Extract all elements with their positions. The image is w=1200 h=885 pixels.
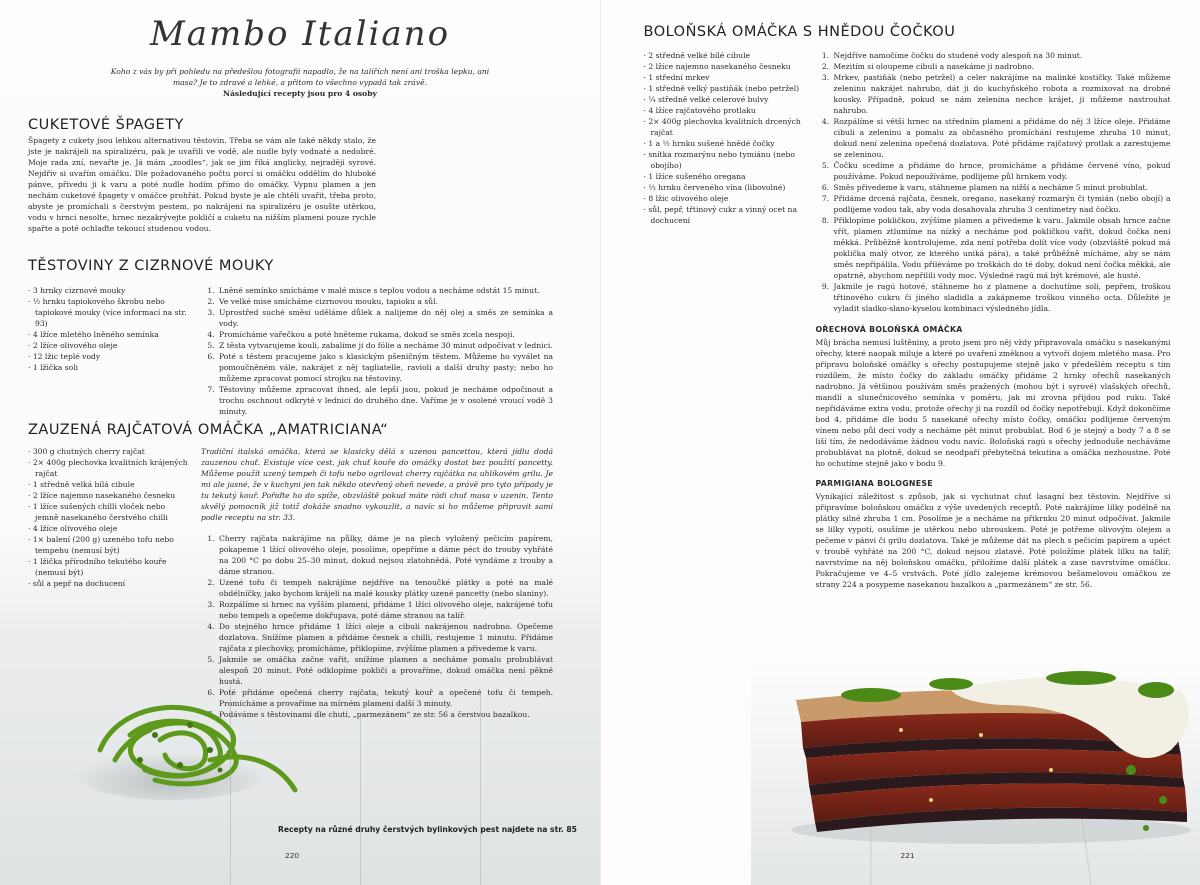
step-item: 6. Směs přivedeme k varu, stáhneme plamen na nižší a necháme 5 minut probublat. (832, 182, 1171, 193)
cuketove-text: Špagety z cukety jsou lehkou alternativou těstovin. Třeba se vám ale také někdy stalo, že jste je nakrájeli na spiralizéru, pak je uvařili ve vodě, ale nudle byly vodnaté a nedobré. Moje rada zní, nevařte je. Já mám „zoodles“, jak se jim říká anglicky, nejraději syrové. Nejdřív si uvařím omáčku. Dle požadovaného počtu porcí si omáčku oddělím do hluboké pánve, přivedu ji k varu a poté nudle hodím přímo do omáčky. Vypnu plamen a jen nechám cuketové špagety v omáčce prohřát. Pokud byste je ale chtěli uvařit, třeba proto, abyste je promíchali s čerstvým pestem, po nakrájení na spiralizéru je osušte utěrkou, vodu v hrnci nesolte, hrnec nezakrývejte pokličí a cuketu na nižším plameni pouze rychle spařte a poté ochlaďte tekoucí studenou vodou. (28, 136, 376, 233)
ingredient-item: · 300 g chutných cherry rajčat (28, 446, 188, 457)
ingredient-item: · 4 lžíce mletého lněného semínka (28, 329, 188, 340)
bolonska-heading: BOLOŇSKÁ OMÁČKA S HNĚDOU ČOČKOU (643, 24, 956, 40)
ingredient-item: · 1× balení (200 g) uzeného tofu nebo tempehu (nemusí být) (28, 534, 188, 556)
step-item: 3. Mrkev, pastiňák (nebo petržel) a celer nakrájíme na malinké kostičky. Také můžeme zeleninu nakrájet nahrubo, dát ji do kuchyňského robota a rozmixovat na drobné kousky. Případně, pokud se nám zelenina nechce krájet, ji můžeme nastrouhat nahrubo. (832, 72, 1171, 116)
ingredient-item: · 2× 400g plechovka kvalitních krájených rajčat (28, 457, 188, 479)
step-item: 3. Rozpálíme si hrnec na vyšším plameni, přidáme 1 lžíci olivového oleje, nakrájené tofu nebo tempeh a opečeme dokřupava, poté dáme stranou na talíř. (217, 599, 553, 621)
step-item: 4. Do stejného hrnce přidáme 1 lžíci oleje a cibuli nakrájenou nadrobno. Opečeme dozlatova. Snížíme plamen a přidáme česnek a chilli, restujeme 1 minutu. Přidáme rajčata z plechovky, promícháme, přiklopíme, zvýšíme plamen a přivedeme k varu. (217, 621, 553, 654)
bolonska-steps (816, 50, 1171, 314)
ingredient-item: · 2 lžíce olivového oleje (28, 340, 188, 351)
testoviny-steps (201, 285, 553, 417)
step-item: 2. Ve velké mise smícháme cizrnovou mouku, tapioku a sůl. (217, 296, 553, 307)
ingredient-item: · snítka rozmarýnu nebo tymiánu (nebo obojího) (644, 149, 804, 171)
amatriciana-intro: Tradiční italská omáčka, která se klasicky dělá s uzenou pancettou, která jídlu dodá zauzenou chuť. Existuje více cest, jak chuť kouře do omáčky dostat bez použití pancetty. Můžeme použít uzený tempeh či tofu nebo ogrilovat cherry rajčátka na uhlíkovém grilu. Je mi ale jasné, že v kuchyni jen tak někdo otevřený oheň nevede, a právě pro tyto případy je tu tekutý kouř. Pořiďte ho do spíže, obzvláště pokud máte rádi chuť masa v uzenin. Tento skvělý pomocník již totiž dokáže snadno vykouzlit, a navíc si ho můžeme připravit sami podle receptu na str. 33. (201, 447, 553, 522)
testoviny-heading: TĚSTOVINY Z CIZRNOVÉ MOUKY (28, 258, 274, 274)
ingredient-item: · 2 středně velké bílé cibule (644, 50, 804, 61)
step-item: 3. Uprostřed suché směsi uděláme důlek a nalijeme do něj olej a směs ze semínka a vody. (217, 307, 553, 329)
cuketove-section (28, 117, 376, 234)
pesto-footnote: Recepty na různé druhy čerstvých bylinkových pest najdete na str. 85 (278, 825, 577, 834)
wood-planks (0, 675, 600, 885)
ingredient-item: · 1 středně velký pastiňák (nebo petržel) (644, 83, 804, 94)
ingredient-item: · sůl, pepř, třtinový cukr a vinný ocet na dochucení (644, 204, 804, 226)
page-number-left: 220 (285, 851, 300, 860)
step-item: 5. Z těsta vytvarujeme kouli, zabalíme ji do fólie a necháme 30 minut odpočívat v lednici. (217, 340, 553, 351)
step-item: 5. Čočku scedíme a přidáme do hrnce, promícháme a přidáme červené víno, pokud používáme. Pokud nepoužíváme, podlijeme půl hrnkem vody. (832, 160, 1171, 182)
step-item: 4. Promícháme vařečkou a poté hněteme rukama, dokud se směs zcela nespojí. (217, 329, 553, 340)
ingredient-item: · 1 střední mrkev (644, 72, 804, 83)
cuketove-heading: CUKETOVÉ ŠPAGETY (28, 117, 184, 133)
bolonska-ingredients (644, 50, 804, 590)
ingredient-item: · ¼ středně velké celerové bulvy (644, 94, 804, 105)
testoviny-section (28, 258, 563, 417)
ingredient-item: · 3 hrnky cizrnové mouky (28, 285, 188, 296)
orechova-heading: OŘECHOVÁ BOLOŇSKÁ OMÁČKA (815, 325, 963, 334)
step-item: 7. Přidáme drcená rajčata, česnek, oregano, nasekaný rozmarýn či tymián (nebo obojí) a podlijeme vodou tak, aby voda dosahovala zhruba 3 centimetry nad čočku. (832, 193, 1171, 215)
parmigiana-photo (751, 660, 1200, 885)
parmigiana-text: Vynikající záležitost s způsob, jak si vychutnat chuť lasagní bez těstovin. Nejdříve si připravíme boloňskou omáčku z výše uvedených receptů. Poté nakrájíme lilky podélně na plátky silné zhruba 1 cm. Posolíme je a necháme na přikrnku 20 minut odpočívat. Jakmile se lilky vypotí, osušíme je utěrkou nebo ubrouskem. Poté je potřeme olivovým olejem a pečeme v pánvi či grilu dozlatova. Také je můžeme dát na plech s pečicím papírem a upéct v troubě vyhřáté na 200 °C, dokud nejsou zlatavé. Poté položíme plátek lilku na talíř, navrstvíme na něj boloňskou omáčku, přiložíme další plátek a zase navrstvíme omáčku. Pokračujeme ve 4–5 vrstvách. Poté jídlo zalejeme krémovou bešamelovou omáčkou ze strany 224 a posypeme nasekanou bazalkou a „parmezánem“ ze str. 56. (815, 492, 1171, 589)
step-item: 6. Poté s těstem pracujeme jako s klasickým pšeničným těstem. Můžeme ho vyválet na pomoučněném vále, nakrájet z něj tagliatelle, ravioli a další druhy pasty; nebo ho můžeme zpracovat pomocí strojku na těstoviny. (217, 351, 553, 384)
intro-italic: Koho z vás by při pohledu na předešlou fotografii napadlo, že na talířích není ani troška lepku, ani masa? Je to zdravé a lehké, a přitom to všechno vypadá tak zrávě. (110, 67, 490, 87)
ingredient-item: · 1 lžička přírodního tekutého kouře (nemusí být) (28, 556, 188, 578)
page-title: Mambo Italiano (149, 14, 451, 54)
ingredient-item: · 8 lžic olivového oleje (644, 193, 804, 204)
ingredient-item: · 1 lžíce sušeného oregana (644, 171, 804, 182)
step-item: 5. Jakmile se omáčka začne vařit, snížíme plamen a necháme pomalu probublávat alespoň 20 minut. Poté odklopíme pokličí a provaříme, dokud omáčka není pěkně hustá. (217, 654, 553, 687)
page-number-right: 221 (900, 851, 915, 860)
ingredient-item: · 2× 400g plechovka kvalitních drcených rajčat (644, 116, 804, 138)
step-item: 2. Uzené tofu či tempeh nakrájíme nejdříve na tenoučké plátky a poté na malé obdélníčky, jako bychom krájeli na malé kousky plátky uzené pancetty (nebo slaniny). (217, 577, 553, 599)
orechova-text: Můj brácha nemusí luštěniny, a proto jsem pro něj vždy připravovala omáčku s nasekanými ořechy, které naopak miluje a které po uvaření změknou a vytvoří dojem mletého masa. Pro přípravu boloňské omáčky s ořechy postupujeme stejně jako v předešlém receptu s tím rozdílem, že místo čočky do základu omáčky přidáme 2 hrnky ořechů nasekaných nadrobno. Já většinou používám směs pražených (mohou být i syrové) vlašských ořechů, mandlí a slunečnicového semínka v poměru, jak mi zrovna přijdou pod ruku. Také nepřidáváme extra vodu, protože ořechy ji na rozdíl od čočky nepotřebují. Když dokončíme bod 4, přidáme dle bodu 5 nasekané ořechy místo čočky, omáčku podlijeme červeným vínem nebo půl decí vody a necháme pět minut probublat. Bod 6 je stejný a body 7 a 8 se liší tím, že nedodáváme žádnou vodu navíc. Boloňská ragú s ořechy jednoduše necháváme probublávat na plotně, dokud se neodpaří přebytečná tekutina a omáčka nezhoustne. Poté ho ochutíme stejně jako v bodu 9. (815, 338, 1171, 468)
intro-text (110, 66, 490, 99)
ingredient-item: · sůl a pepř na dochucení (28, 578, 188, 589)
right-page (600, 0, 1200, 885)
ingredient-item: · 4 lžíce rajčatového protlaku (644, 105, 804, 116)
ingredient-item: · 1 lžíce sušených chilli vloček nebo jemně nasekaného čerstvého chilli (28, 501, 188, 523)
intro-servings: Následující recepty jsou pro 4 osoby (223, 89, 377, 98)
step-item: 4. Rozpálíme si větší hrnec na středním plameni a přidáme do něj 3 lžíce oleje. Přidáme cibuli a zeleninu a pomalu za občasného promíchání restujeme zhruba 10 minut, dokud není zelenina opečená dozlatova. Poté přidáme rajčatový protlak a zarestujeme se zeleninou. (832, 116, 1171, 160)
bolonska-section (644, 24, 1184, 590)
ingredient-item: · ½ hrnku tapiokového škrobu nebo tapiokové mouky (více informací na str. 93) (28, 296, 188, 329)
ingredient-item: · ⅔ hrnku červeného vína (libovolné) (644, 182, 804, 193)
step-item: 1. Cherry rajčata nakrájíme na půlky, dáme je na plech vyložený pečicím papírem, pokapeme 1 lžící olivového oleje, posolíme, opepříme a dáme péct do trouby vyhřáté na 200 °C po dobu 25–30 minut, dokud nejsou zlatohnědá. Poté vyndáme z trouby a dáme stranou. (217, 533, 553, 577)
ingredient-item: · 2 lžíce najemno nasekaného česneku (644, 61, 804, 72)
parmigiana-heading: PARMIGIANA BOLOGNESE (815, 479, 933, 488)
step-item: 2. Mezitím si oloupeme cibuli a nasekáme ji nadrobno. (832, 61, 1171, 72)
ingredient-item: · 4 lžíce olivového oleje (28, 523, 188, 534)
amatriciana-heading: ZAUZENÁ RAJČATOVÁ OMÁČKA „AMATRICIANA“ (28, 422, 389, 438)
ingredient-item: · 1 a ½ hrnku sušené hnědé čočky (644, 138, 804, 149)
step-item: 8. Přiklopíme pokličkou, zvýšíme plamen a přivedeme k varu. Jakmile obsah hrnce začne vřít, plamen ztlumíme na nízký a necháme pod pokličkou vařit, dokud čočka není měkká. Průběžně kontrolujeme, zda není potřeba dolít více vody (obzvláště pokud má poklička malý otvor, ze kterého uniká pára), a také průběžně mícháme, aby se nám směs nepřipálila. Vodu přiléváme po troškách do té doby, dokud není čočka měkká, ale opatrně, abychom nepřilili vody moc. Výsledné ragú má být krémové, ale husté. (832, 215, 1171, 281)
ingredient-item: · 2 lžíce najemno nasekaného česneku (28, 490, 188, 501)
step-item: 6. Poté přidáme opečená cherry rajčata, tekutý kouř a opečené tofu či tempeh. Promícháme a provaříme na mírném plameni další 3 minuty. (217, 687, 553, 709)
step-item: 7. Podáváme s těstovinami dle chuti, „parmezánem“ ze str. 56 a čerstvou bazalkou. (217, 709, 553, 720)
ingredient-item: · 12 lžic teplé vody (28, 351, 188, 362)
step-item: 1. Nejdříve namočíme čočku do studené vody alespoň na 30 minut. (832, 50, 1171, 61)
step-item: 9. Jakmile je ragú hotové, stáhneme ho z plamene a dochutíme solí, pepřem, troškou třtinového cukru či jiného sladidla a zakápneme troškou vinného octa. Důležité je vyladit sladko-slano-kyselou kombinaci výsledného jídla. (832, 281, 1171, 314)
ingredient-item: · 1 lžička soli (28, 362, 188, 373)
step-item: 7. Těstoviny můžeme zpracovat ihned, ale lepší jsou, pokud je necháme odpočinout a trochu oschnout odkryté v lednici do druhého dne. Vaříme je v osolené vroucí vodě 3 minuty. (217, 384, 553, 417)
ingredient-item: · 1 středně velká bílá cibule (28, 479, 188, 490)
step-item: 1. Lněné semínko smícháme v malé misce s teplou vodou a necháme odstát 15 minut. (217, 285, 553, 296)
testoviny-ingredients (28, 285, 188, 417)
